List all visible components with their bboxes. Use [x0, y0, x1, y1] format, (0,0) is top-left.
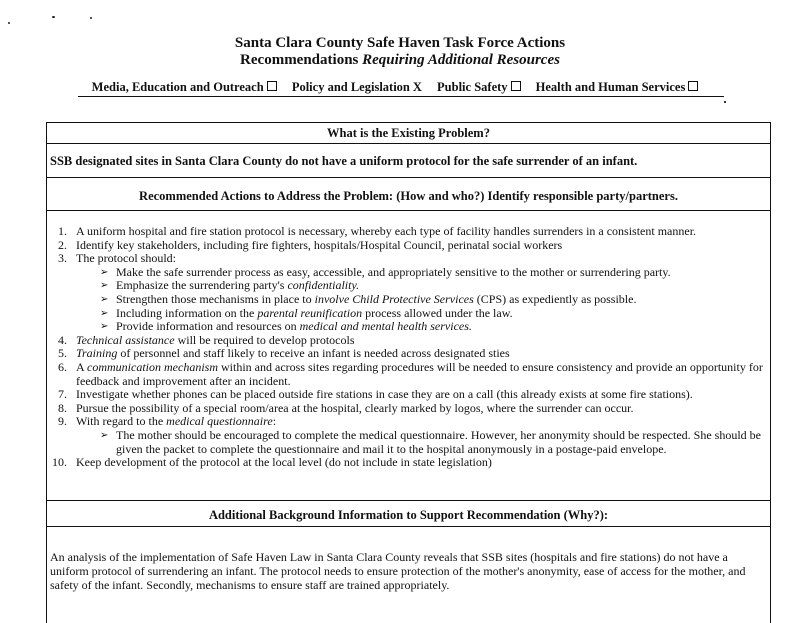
- list-item: 4. Technical assistance will be required to develop protocols: [70, 334, 785, 348]
- background-header: Additional Background Information to Support Recommendation (Why?):: [208, 508, 609, 522]
- list-item: 8. Pursue the possibility of a special room/area at the hospital, clearly marked by logos, where the surrender can occur.: [70, 402, 785, 416]
- actions-header: Recommended Actions to Address the Problem: (How and who?) Identify responsible party/partners.: [139, 189, 678, 203]
- sub-list: [76, 266, 785, 334]
- category-mark-x: X: [412, 80, 422, 94]
- category-policy: Policy and Legislation X: [291, 80, 422, 94]
- sub-list-item: ➢ Emphasize the surrendering party's confidentiality.: [100, 279, 785, 293]
- sub-list-item: ➢ Make the safe surrender process as easy, accessible, and appropriately sensitive to the mother or surrendering party.: [100, 266, 785, 280]
- document-title: [0, 35, 800, 69]
- background-text: An analysis of the implementation of Safe Haven Law in Santa Clara County reveals that SSB sites (hospitals and fire stations) do not have a uniform protocol of surrendering an infant. The protocol needs to ensure protection of the mother's anonymity, ease of access for the mother, and safety of the infant. Secondly, mechanisms to ensure staff are trained appropriately.: [50, 550, 746, 592]
- problem-header: What is the Existing Problem?: [327, 126, 490, 140]
- list-item: 5. Training of personnel and staff likely to receive an infant is needed across designated sties: [70, 347, 785, 361]
- sub-list: [76, 429, 785, 456]
- divider: [46, 526, 771, 527]
- scan-speck: [724, 101, 726, 103]
- scan-specks: [0, 14, 100, 24]
- category-media: Media, Education and Outreach: [92, 80, 277, 95]
- title-line-2: Recommendations Requiring Additional Resources: [240, 52, 560, 68]
- checkbox-empty-icon: [688, 81, 698, 91]
- divider: [46, 177, 771, 178]
- list-item: 6. A communication mechanism within and across sites regarding procedures will be needed to ensure consistency and provide an opportunity for feedback and improvement after an incident.: [70, 361, 785, 388]
- checkbox-empty-icon: [267, 81, 277, 91]
- actions-list: [50, 225, 785, 470]
- category-row: [70, 80, 720, 95]
- sub-list-item: ➢ Including information on the parental reunification process allowed under the law.: [100, 307, 785, 321]
- sub-list-item: ➢ Strengthen those mechanisms in place to involve Child Protective Services (CPS) as expediently as possible.: [100, 293, 785, 307]
- title-line-1: Santa Clara County Safe Haven Task Force Actions: [234, 35, 566, 51]
- list-item: 2. Identify key stakeholders, including fire fighters, hospitals/Hospital Council, perinatal social workers: [70, 239, 785, 253]
- list-item: 3. The protocol should: ➢ Make the safe surrender process as easy, accessible, and appropriately sensitive to the mother or surrendering party. ➢ Emphasize the surrendering party's confidentiality. ➢ Strengthen those mechanisms in place to involve Child Protective Services (CPS) as expediently as possible. ➢ Including information on the parental reunification process allowed under the law. ➢ Provide information and resources on medical and mental health services.: [70, 252, 785, 334]
- divider: [46, 500, 771, 501]
- sub-list-item: ➢ The mother should be encouraged to complete the medical questionnaire. However, her anonymity should be respected. She should be given the packet to complete the questionnaire and mail it to the hospital anonymously in a postage-paid envelope.: [100, 429, 785, 456]
- sub-list-item: ➢ Provide information and resources on medical and mental health services.: [100, 320, 785, 334]
- list-item: 9. With regard to the medical questionnaire: ➢ The mother should be encouraged to complete the medical questionnaire. However, her anonymity should be respected. She should be given the packet to complete the questionnaire and mail it to the hospital anonymously in a postage-paid envelope.: [70, 415, 785, 456]
- checkbox-empty-icon: [511, 81, 521, 91]
- list-item: 10. Keep development of the protocol at the local level (do not include in state legislation): [70, 456, 785, 470]
- list-item: 1. A uniform hospital and fire station protocol is necessary, whereby each type of facility handles surrenders in a consistent manner.: [70, 225, 785, 239]
- header-rule: [78, 96, 724, 97]
- category-health: Health and Human Services: [536, 80, 699, 95]
- category-public-safety: Public Safety: [437, 80, 520, 95]
- problem-text: SSB designated sites in Santa Clara County do not have a uniform protocol for the safe surrender of an infant.: [50, 154, 638, 168]
- list-item: 7. Investigate whether phones can be placed outside fire stations in case they are on a call (this already exists at some fire stations).: [70, 388, 785, 402]
- divider: [46, 143, 771, 144]
- divider: [46, 210, 771, 211]
